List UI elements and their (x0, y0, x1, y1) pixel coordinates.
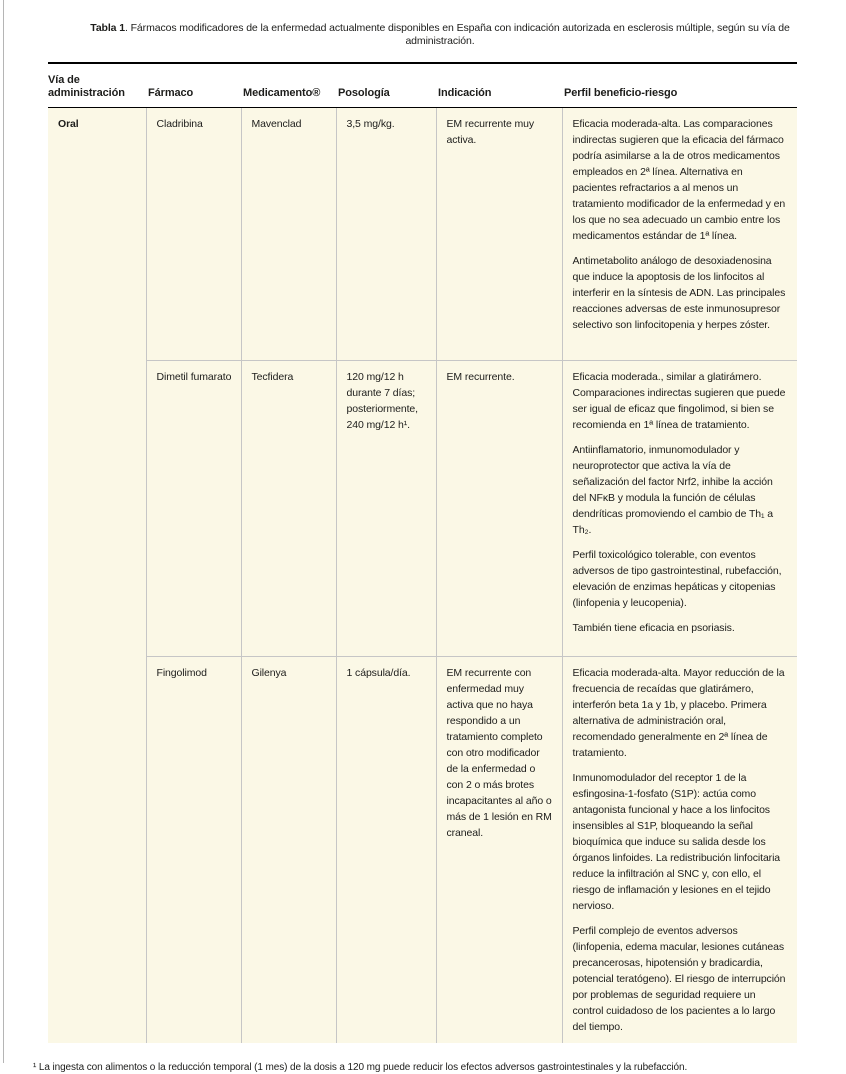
cell-farmaco: Fingolimod (146, 657, 241, 1044)
cell-medicamento: Tecfidera (241, 361, 336, 657)
perfil-paragraph: También tiene eficacia en psoriasis. (572, 622, 735, 634)
cell-farmaco: Cladribina (146, 108, 241, 361)
cell-medicamento: Mavenclad (241, 108, 336, 361)
perfil-paragraph: Eficacia moderada-alta. Las comparaciones indirectas sugieren que la eficacia del fármaco podría asimilarse a la de otros medicamentos empleados en 2ª línea. Alternativa en pacientes refractarios a al menos un tratamiento modificador de la enfermedad y en los que no sea adecuado un cambio entre los medicamentos estándar de 1ª línea. (572, 118, 786, 242)
perfil-paragraph: Eficacia moderada-alta. Mayor reducción de la frecuencia de recaídas que glatirámero, interferón beta 1a y 1b, y placebo. Primera alternativa de administración oral, recomendado generalmente en 2ª línea de tratamiento. (572, 667, 785, 759)
perfil-paragraph: Eficacia moderada., similar a glatirámero. Comparaciones indirectas sugieren que puede ser igual de eficaz que fingolimod, si bien se recomienda en 1ª línea de tratamiento. (572, 371, 786, 431)
header-via-administracion: Vía de administración (48, 63, 146, 108)
cell-posologia: 1 cápsula/día. (336, 657, 436, 1044)
header-medicamento: Medicamento® (241, 63, 336, 108)
header-posologia: Posología (336, 63, 436, 108)
cell-perfil (562, 361, 797, 657)
cell-via-oral: Oral (48, 108, 146, 1044)
perfil-paragraph: Perfil complejo de eventos adversos (linfopenia, edema macular, lesiones cutáneas precancerosas, hipotensión y bradicardia, potencial teratógeno). El riesgo de interrupción por problemas de seguridad requiere un control cuidadoso de los pacientes a lo largo del tiempo. (572, 925, 786, 1033)
cell-indicacion: EM recurrente con enfermedad muy activa que no haya respondido a un tratamiento completo con otro modificador de la enfermedad o con 2 o más brotes incapacitantes al año o más de 1 lesión en RM craneal. (436, 657, 562, 1044)
header-indicacion: Indicación (436, 63, 562, 108)
table-row (48, 657, 797, 1044)
table-caption (0, 0, 846, 48)
header-row (48, 63, 797, 108)
perfil-paragraph: Antimetabolito análogo de desoxiadenosina que induce la apoptosis de los linfocitos al interferir en la síntesis de ADN. Las principales reacciones adversas de este inmunosupresor selectivo son linfocitopenia y herpes zóster. (572, 255, 786, 331)
header-perfil: Perfil beneficio-riesgo (562, 63, 797, 108)
cell-medicamento: Gilenya (241, 657, 336, 1044)
cell-posologia: 120 mg/12 h durante 7 días; posteriormente, 240 mg/12 h¹. (336, 361, 436, 657)
perfil-paragraph: Perfil toxicológico tolerable, con eventos adversos de tipo gastrointestinal, rubefacción, elevación de enzimas hepáticas y citopenias (linfopenia y leucopenia). (572, 549, 782, 609)
cell-indicacion: EM recurrente. (436, 361, 562, 657)
drug-table-container (48, 62, 797, 1043)
table-footnote: ¹ La ingesta con alimentos o la reducción temporal (1 mes) de la dosis a 120 mg puede reducir los efectos adversos gastrointestinales y la rubefacción. (33, 1062, 688, 1073)
cell-farmaco: Dimetil fumarato (146, 361, 241, 657)
cell-perfil (562, 108, 797, 361)
cell-perfil (562, 657, 797, 1044)
drug-table (48, 62, 797, 1043)
cell-posologia: 3,5 mg/kg. (336, 108, 436, 361)
page-edge-divider (3, 0, 4, 1063)
table-row (48, 361, 797, 657)
cell-indicacion: EM recurrente muy activa. (436, 108, 562, 361)
table-caption-text: . Fármacos modificadores de la enfermedad actualmente disponibles en España con indicación autorizada en esclerosis múltiple, según su vía de administración. (124, 22, 790, 47)
header-farmaco: Fármaco (146, 63, 241, 108)
perfil-paragraph: Antiinflamatorio, inmunomodulador y neuroprotector que activa la vía de señalización del factor Nrf2, inhibe la acción del NFκB y modula la función de células dendríticas promoviendo el cambio de Th₁ a Th₂. (572, 444, 774, 536)
perfil-paragraph: Inmunomodulador del receptor 1 de la esfingosina-1-fosfato (S1P): actúa como antagonista funcional y hace a los linfocitos insensibles al S1P, bloqueando la señal bioquímica que induce su salida desde los órganos linfoides. La redistribución linfocitaria reduce la infiltración al SNC y, con ello, el riesgo de inflamación y lesiones en el tejido nervioso. (572, 772, 781, 912)
table-row (48, 108, 797, 361)
table-caption-label: Tabla 1 (90, 22, 125, 34)
